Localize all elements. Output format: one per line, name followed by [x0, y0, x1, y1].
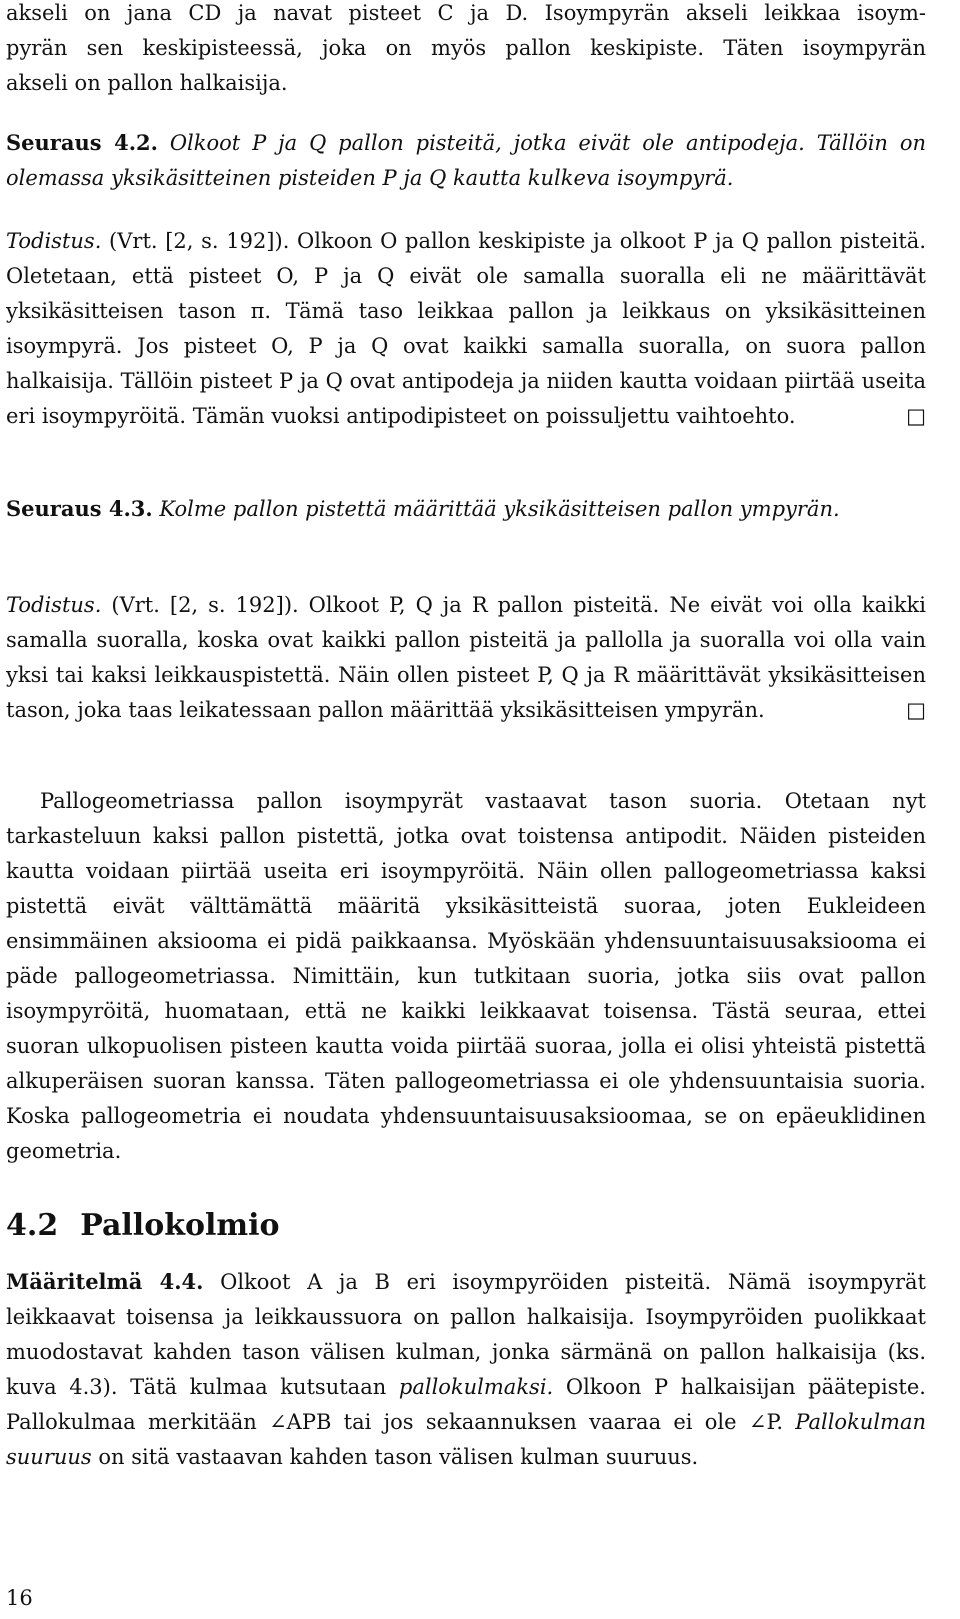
proof-4-3 — [6, 588, 926, 728]
proof-label: Todistus. — [6, 593, 102, 617]
qed-icon: □ — [906, 404, 926, 428]
proof-label: Todistus. — [6, 229, 102, 253]
definition-text-b: Olkoon P halkaisijan päätepiste. Pallokulmaa merkitään ∠APB tai jos sekaannuksen vaaraa ei ole ∠P. — [6, 1375, 926, 1434]
corollary-label: Seuraus 4.2. — [6, 130, 158, 155]
section-heading — [6, 1206, 926, 1246]
qed-icon: □ — [906, 698, 926, 722]
section-number: 4.2 — [6, 1208, 59, 1243]
definition-term-1: pallokulmaksi. — [398, 1375, 554, 1399]
definition-text-c: on sitä vastaavan kahden tason välisen kulman suuruus. — [98, 1445, 699, 1469]
intro-text — [6, 0, 926, 101]
intro-line-2: pyrän sen keskipisteessä, joka on myös pallon keskipiste. Täten isoympyrän — [6, 36, 926, 60]
page-number: 16 — [6, 1586, 33, 1610]
definition-term-2: Pallokulman suuruus — [6, 1410, 926, 1469]
definition-text-a: Olkoot A ja B eri isoympyröiden pisteitä. Nämä isoympyrät leikkaavat toisensa ja leikkaussuora on pallon halkaisija. Isoympyröiden puolikkaat muodostavat kahden tason välisen kulman, jonka särmänä on pallon halkaisija (ks. kuva 4.3). Tätä kulmaa kutsutaan — [6, 1270, 926, 1399]
proof-text: (Vrt. [2, s. 192]). Olkoon O pallon keskipiste ja olkoot P ja Q pallon pisteitä. Oletetaan, että pisteet O, P ja Q eivät ole samalla suoralla eli ne määrittävät yksikäsitteisen tason π. Tämä taso leikkaa pallon ja leikkaus on yksikäsitteinen isoympyrä. Jos pisteet O, P ja Q ovat kaikki samalla suoralla, on suora pallon halkaisija. Tällöin pisteet P ja Q ovat antipodeja ja niiden kautta voidaan piirtää useita eri isoympyröitä. Tämän vuoksi antipodipisteet on poissuljettu vaihtoehto. — [6, 229, 926, 428]
corollary-label: Seuraus 4.3. — [6, 496, 153, 521]
paragraph-text: Pallogeometriassa pallon isoympyrät vastaavat tason suoria. Otetaan nyt tarkasteluun kaksi pallon pistettä, jotka ovat toistensa antipodit. Näiden pisteiden kautta voidaan piirtää useita eri isoympyröitä. Näin ollen pallogeometriassa kaksi pistettä eivät välttämättä määritä yksikäsitteistä suoraa, joten Eukleideen ensimmäinen aksiooma ei pidä paikkaansa. Myöskään yhdensuuntaisuusaksiooma ei päde pallogeometriassa. Nimittäin, kun tutkitaan suoria, jotka siis ovat pallon isoympyröitä, huomataan, että ne kaikki leikkaavat toisensa. Tästä seuraa, ettei suoran ulkopuolisen pisteen kautta voida piirtää suoraa, jolla ei olisi yhteistä pistettä alkuperäisen suoran kanssa. Täten pallogeometriassa ei ole yhdensuuntaisia suoria. Koska pallogeometria ei noudata yhdensuuntaisuusaksioomaa, se on epäeuklidinen geometria. — [6, 789, 926, 1163]
corollary-statement: Olkoot P ja Q pallon pisteitä, jotka eivät ole antipodeja. Tällöin on olemassa yksikäsitteinen pisteiden P ja Q kautta kulkeva isoympyrä. — [6, 131, 926, 190]
intro-line-3: akseli on pallon halkaisija. — [6, 71, 288, 95]
body-paragraph — [6, 784, 926, 1169]
proof-4-2 — [6, 224, 926, 434]
corollary-4-3 — [6, 491, 926, 527]
corollary-statement: Kolme pallon pistettä määrittää yksikäsitteisen pallon ympyrän. — [159, 497, 840, 521]
proof-text: (Vrt. [2, s. 192]). Olkoot P, Q ja R pallon pisteitä. Ne eivät voi olla kaikki samalla suoralla, koska ovat kaikki pallon pisteitä ja pallolla ja suoralla voi olla vain yksi tai kaksi leikkauspistettä. Näin ollen pisteet P, Q ja R määrittävät yksikäsitteisen tason, joka taas leikatessaan pallon määrittää yksikäsitteisen ympyrän. — [6, 593, 926, 722]
section-title: Pallokolmio — [80, 1208, 280, 1243]
corollary-4-2 — [6, 125, 926, 196]
definition-label: Määritelmä 4.4. — [6, 1269, 204, 1294]
intro-line-1: akseli on jana CD ja navat pisteet C ja D. Isoympyrän akseli leikkaa isoym- — [6, 1, 926, 25]
definition-4-4 — [6, 1264, 926, 1475]
